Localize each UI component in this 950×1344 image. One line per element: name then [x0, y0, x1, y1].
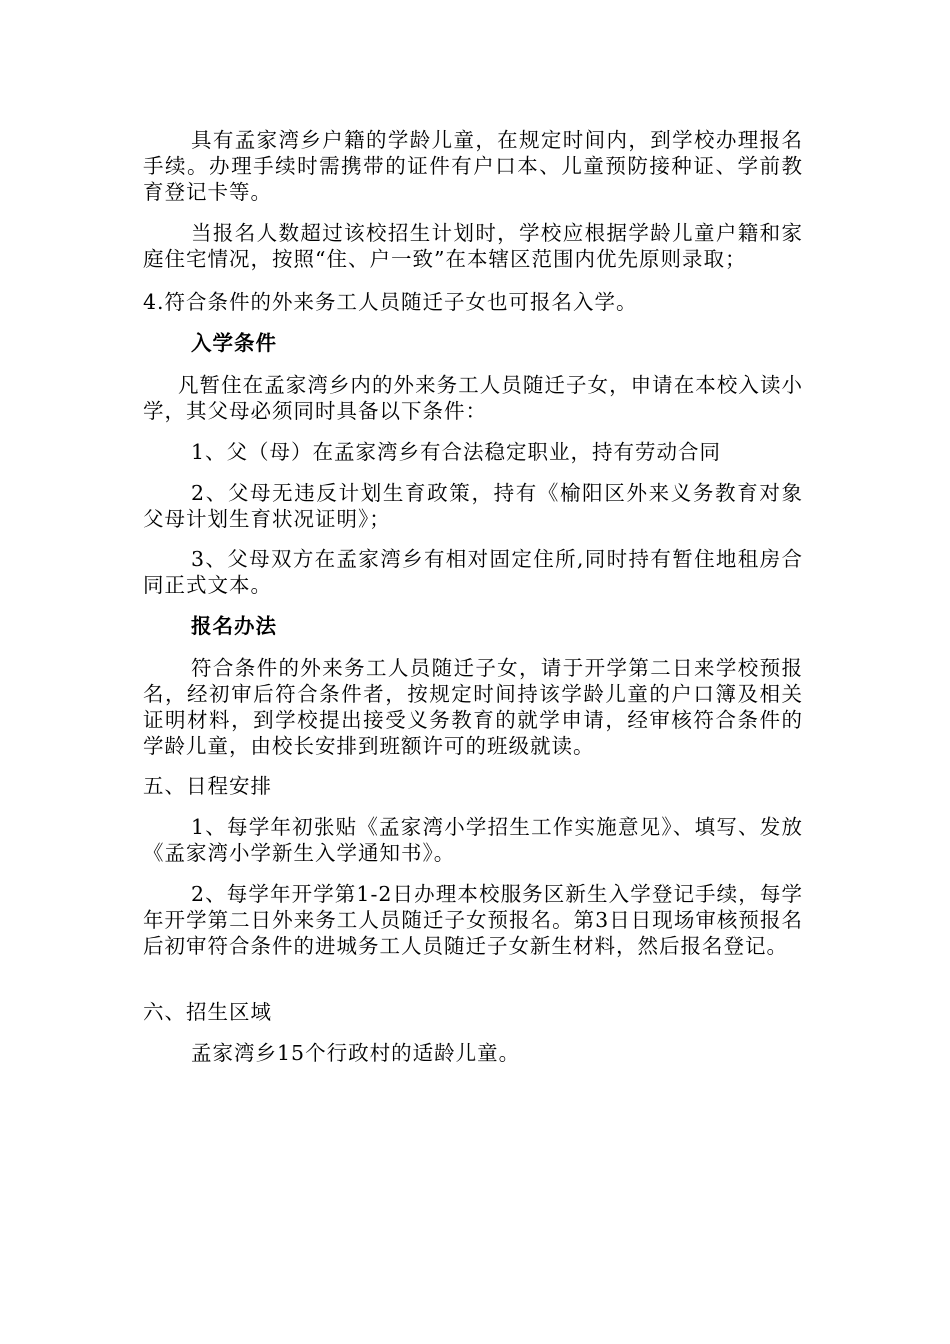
paragraph-condition-1: 1、父（母）在孟家湾乡有合法稳定职业，持有劳动合同	[191, 440, 722, 464]
paragraph-schedule-1: 1、每学年初张贴《孟家湾小学招生工作实施意见》、填写、发放《孟家湾小学新生入学通知书》。	[143, 815, 803, 865]
paragraph-migrant-children: 4.符合条件的外来务工人员随迁子女也可报名入学。	[143, 290, 638, 314]
paragraph-condition-2: 2、父母无违反计划生育政策，持有《榆阳区外来义务教育对象父母计划生育状况证明》；	[143, 481, 803, 531]
paragraph-enrollment-area: 孟家湾乡15个行政村的适龄儿童。	[191, 1041, 521, 1065]
paragraph-registration-method: 符合条件的外来务工人员随迁子女，请于开学第二日来学校预报名，经初审后符合条件者，按规定时间持该学龄儿童的户口簿及相关证明材料，到学校提出接受义务教育的就学申请，经审核符合条件的学龄儿童，由校长安排到班额许可的班级就读。	[143, 656, 803, 758]
heading-admission-conditions: 入学条件	[191, 331, 277, 355]
paragraph-schedule-2: 2、每学年开学第1-2日办理本校服务区新生入学登记手续，每学年开学第二日外来务工人员随迁子女预报名。第3日日现场审核预报名后初审符合条件的进城务工人员随迁子女新生材料，然后报名登记。	[143, 882, 803, 958]
heading-registration-method: 报名办法	[191, 614, 277, 638]
section-heading-schedule: 五、日程安排	[143, 774, 272, 798]
paragraph-conditions-intro: 凡暂住在孟家湾乡内的外来务工人员随迁子女，申请在本校入读小学，其父母必须同时具备以下条件：	[143, 373, 803, 423]
section-heading-enrollment-area: 六、招生区域	[143, 1000, 272, 1024]
paragraph-registration-docs: 具有孟家湾乡户籍的学龄儿童，在规定时间内，到学校办理报名手续。办理手续时需携带的证件有户口本、儿童预防接种证、学前教育登记卡等。	[143, 128, 803, 204]
paragraph-admission-priority: 当报名人数超过该校招生计划时，学校应根据学龄儿童户籍和家庭住宅情况，按照“住、户一致”在本辖区范围内优先原则录取；	[143, 221, 803, 271]
paragraph-condition-3: 3、父母双方在孟家湾乡有相对固定住所,同时持有暂住地租房合同正式文本。	[143, 547, 803, 597]
